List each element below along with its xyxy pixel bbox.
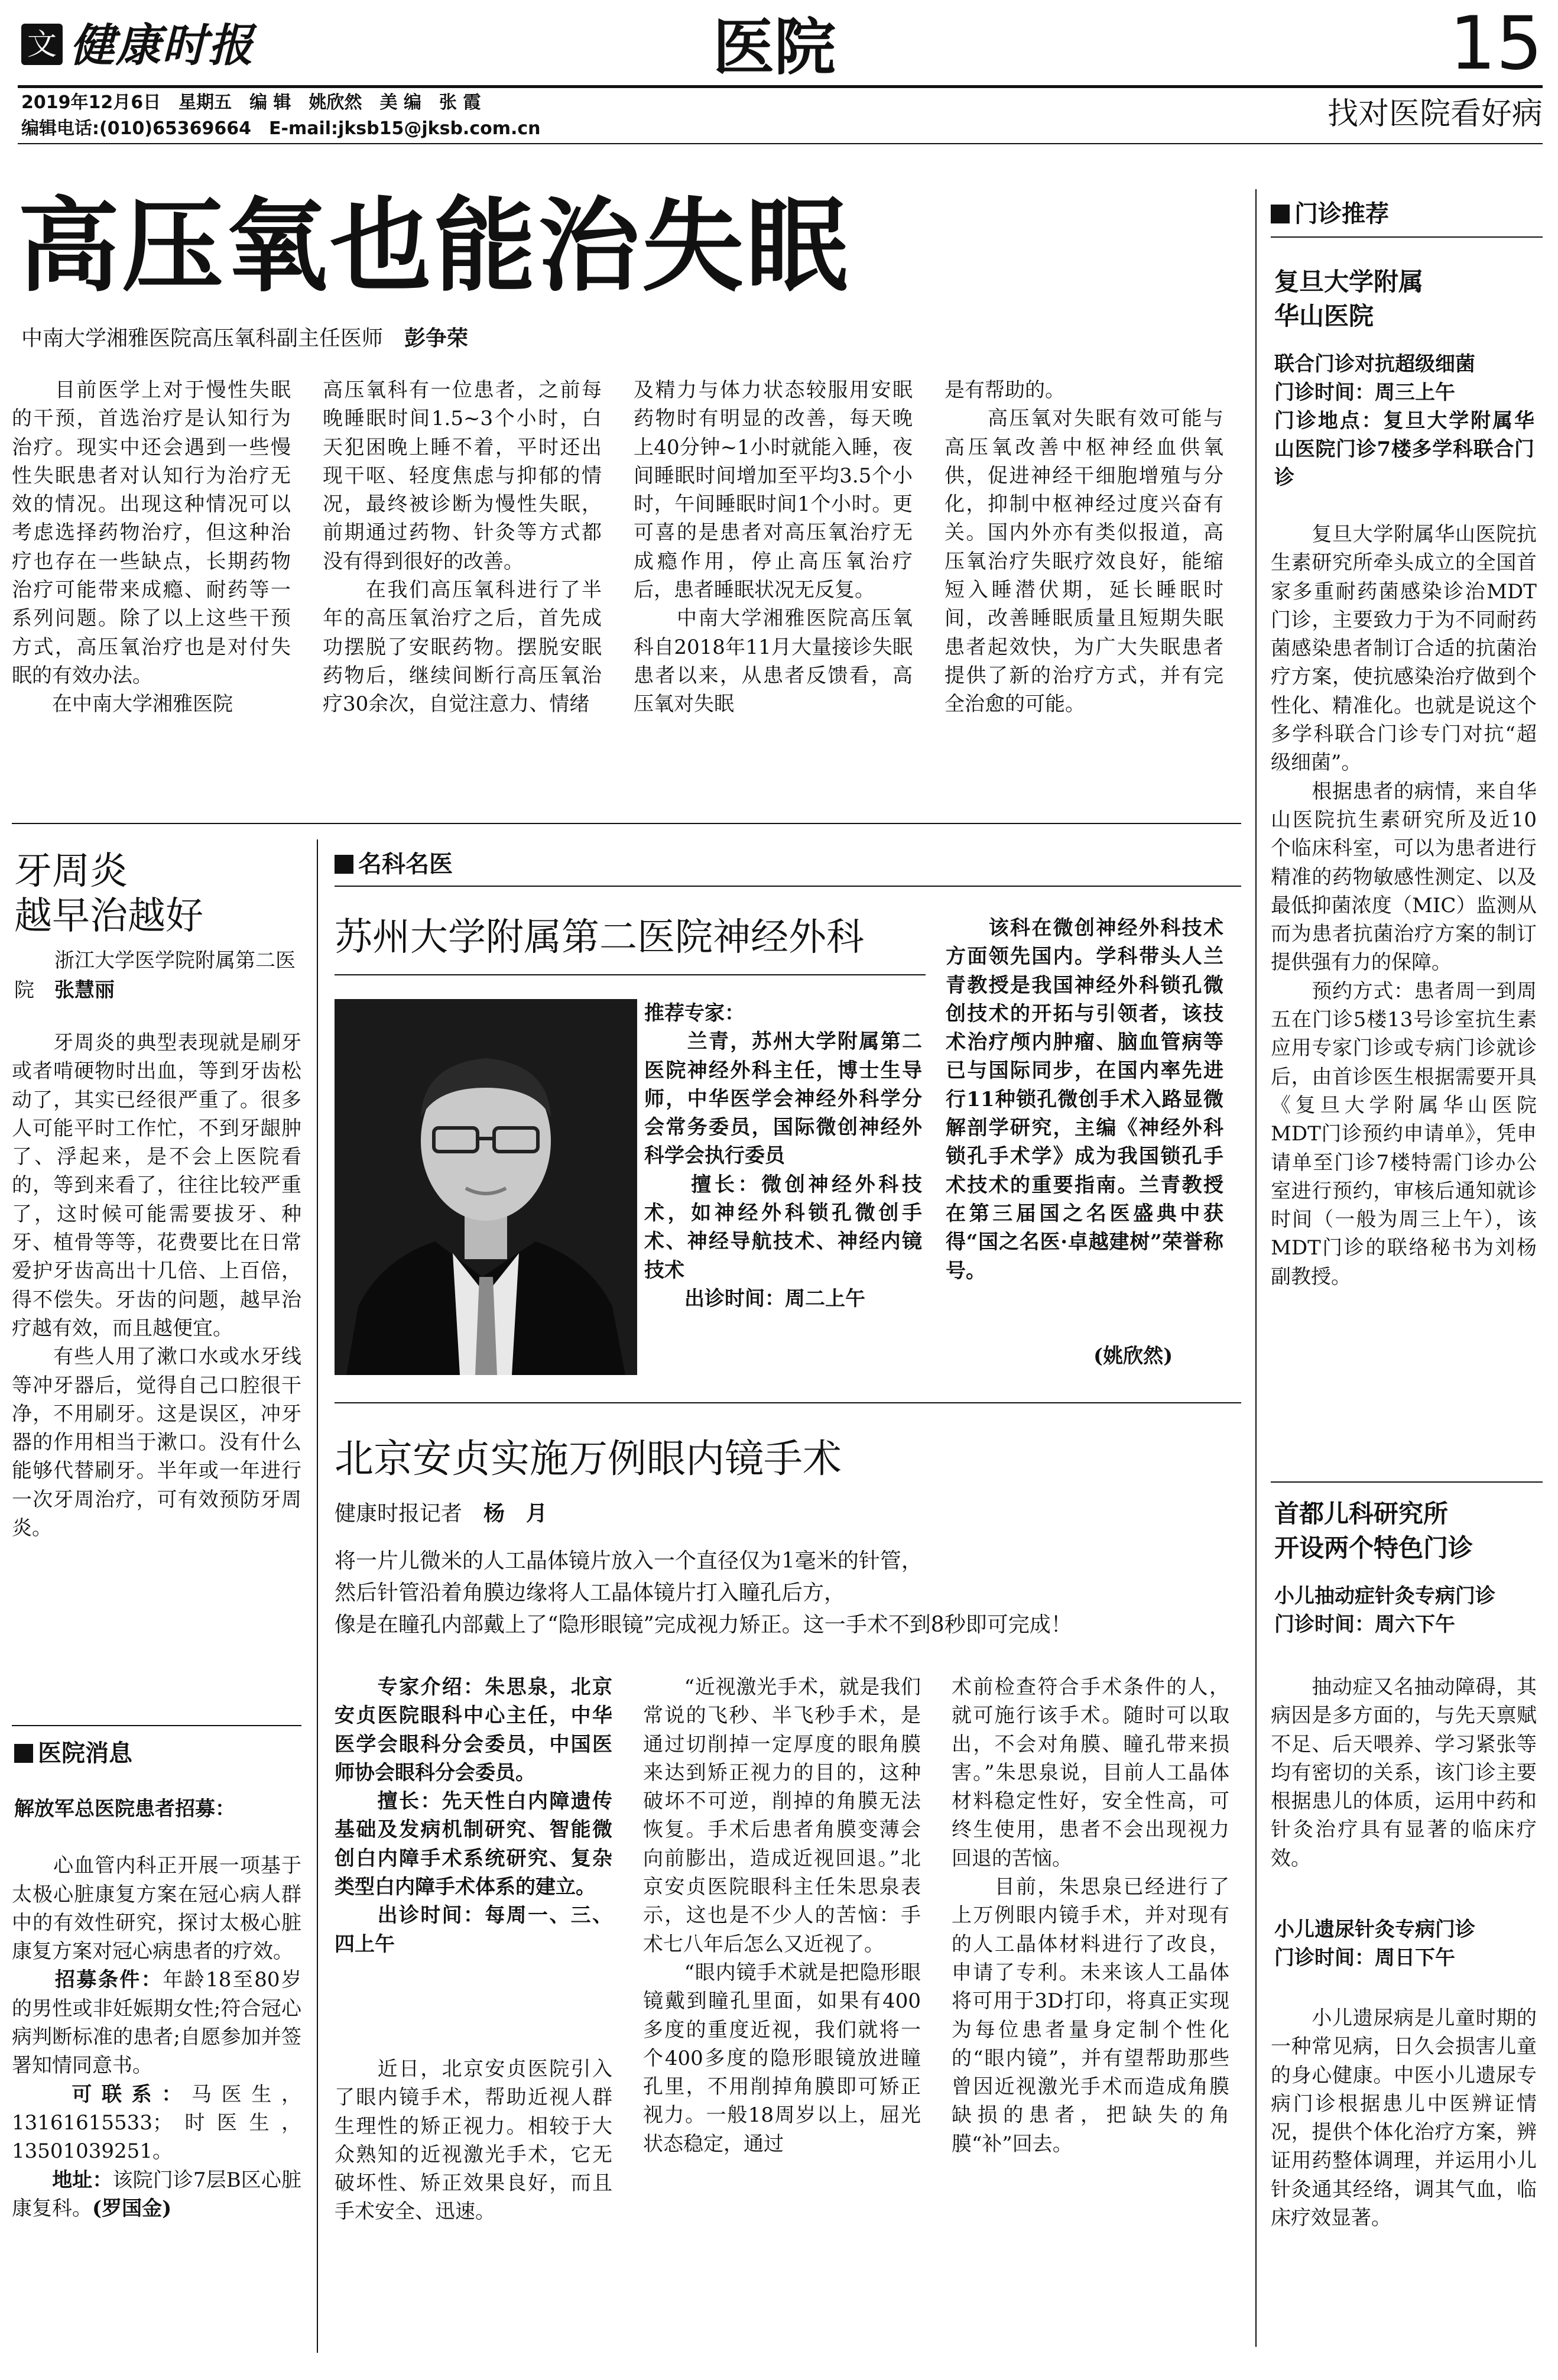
huashan-place: 门诊地点：复旦大学附属华山医院门诊7楼多学科联合门诊	[1274, 409, 1535, 489]
masthead-bottom-rule	[18, 143, 1543, 144]
famous-dept-text: 该科在微创神经外科技术方面领先国内。学科带头人兰青教授是我国神经外科锁孔微创技术的开拓与引领者，该技术治疗颅内肿瘤、脑血管病等已与国际同步，在国内率先进行11种锁孔微创手术入路显微解剖学研究，主编《神经外科锁孔手术学》成为我国锁孔手术技术的重要指南。兰青教授在第三届国之名医盛典中获得“国之名医·卓越建树”荣誉称号。	[946, 916, 1223, 1283]
perio-title-1: 牙周炎	[14, 849, 128, 893]
huashan-body: 复旦大学附属华山医院抗生素研究所牵头成立的全国首家多重耐药菌感染诊治MDT门诊，主要致力于为不同耐药菌感染患者制订合适的抗菌治疗方案，使抗感染治疗做到个性化、精准化。也就是说这个多学科联合门诊专门对抗“超级细菌”。 根据患者的病情，来自华山医院抗生素研究所及近10个临床科室，可以为患者进行精准的药物敏感性测定、以及最低抑菌浓度（MIC）监测从而为患者抗菌治疗方案的制订提供强有力的保障。 预约方式：患者周一到周五在门诊5楼13号诊室抗生素应用专家门诊或专病门诊就诊后，由首诊医生根据需要开具《复旦大学附属华山医院MDT门诊预约申请单》，凭申请单至门诊7楼特需门诊办公室进行预约，审核后通知就诊时间（一般为周三上午），该MDT门诊的联络秘书为刘杨副教授。	[1271, 523, 1537, 1289]
hospital-news-body: 心血管内科正开展一项基于太极心脏康复方案在冠心病人群中的有效性研究，探讨太极心脏康复方案对冠心病患者的疗效。 招募条件：年龄18至80岁的男性或非妊娠期女性;符合冠心病判断标准的患者;自愿参加并签署知情同意书。 可联系：马医生，13161615533；时医生，13501039251。 地址：该院门诊7层B区心脏康复科。(罗国金)	[12, 1854, 301, 2220]
huashan-title: 复旦大学附属 华山医院	[1274, 267, 1424, 330]
hospital-news-title: 解放军总医院患者招募：	[14, 1797, 235, 1821]
section-square-icon	[1271, 205, 1290, 223]
section-square-icon	[14, 1744, 33, 1763]
left-column-divider	[317, 839, 318, 2353]
news-top-rule	[12, 1725, 301, 1726]
enuresis-clinic-name: 小儿遗尿针灸专病门诊	[1274, 1918, 1475, 1941]
anzhen-col-2: “近视激光手术，就是我们常说的飞秒、半飞秒手术，是通过切削掉一定厚度的眼角膜来达到矫正视力的目的，这种破坏不可逆，削掉的角膜无法恢复。手术后患者角膜变薄会向前膨出，造成近视回退。”北京安贞医院眼科主任朱思泉表示，这也是不少人的苦恼：手术七八年后怎么又近视了。 “眼内镜手术就是把隐形眼镜戴到瞳孔里面，如果有400多度的重度近视，我们就将一个400多度的隐形眼镜放进瞳孔里，不用削掉角膜即可矫正视力。一般18周岁以上，屈光状态稳定，通过	[643, 1675, 921, 2156]
perio-title-2: 越早治越好	[14, 894, 203, 938]
date-line: 2019年12月6日 星期五 编 辑 姚欣然 美 编 张 霞	[21, 92, 481, 113]
enuresis-clinic-body: 小儿遗尿病是儿童时期的一种常见病，日久会损害儿童的身心健康。中医小儿遗尿专病门诊根据患儿中医辨证情况，提供个体化治疗方案，辨证用药整体调理，并运用小儿针灸通其经络，调其气血，临床疗效显著。	[1271, 2006, 1537, 2230]
lead-bottom-rule	[12, 823, 1241, 824]
anzhen-title: 北京安贞实施万例眼内镜手术	[335, 1436, 842, 1481]
tic-clinic-body: 抽动症又名抽动障碍，其病因是多方面的，与先天禀赋不足、后天喂养、学习紧张等均有密切的关系，该门诊主要根据患儿的体质，运用中药和针灸治疗具有显著的临床疗效。	[1271, 1675, 1537, 1870]
slogan: 找对医院看好病	[1327, 96, 1543, 132]
lead-author: 彭争荣	[404, 326, 469, 351]
phone-line: 编辑电话:(010)65369664 E-mail:jksb15@jksb.com.cn	[21, 118, 541, 139]
famous-expert-intro: 推荐专家： 兰青，苏州大学附属第二医院神经外科主任，博士生导师，中华医学会神经外科学分会常务委员，国际微创神经外科学会执行委员 擅长：微创神经外科技术，如神经外科锁孔微创手术、神经导航技术、神经内镜技术 出诊时间：周二上午	[644, 1001, 922, 1311]
lead-col-3: 及精力与体力状态较服用安眠药物时有明显的改善，每天晚上40分钟~1小时就能入睡，夜间睡眠时间增加至平均3.5个小时，午间睡眠时间1个小时。更可喜的是患者对高压氧治疗无成瘾作用，停止高压氧治疗后，患者睡眠状况无反复。 中南大学湘雅医院高压氧科自2018年11月大量接诊失眠患者以来，从患者反馈看，高压氧对失眠	[634, 378, 913, 716]
anzhen-expert-intro: 专家介绍：朱思泉，北京安贞医院眼科中心主任，中华医学会眼科分会委员，中国医师协会眼科分会委员。 擅长：先天性白内障遗传基础及发病机制研究、智能微创白内障手术系统研究、复杂类型白内障手术体系的建立。 出诊时间：每周一、三、四上午	[335, 1675, 612, 1956]
newspaper-logo: 健康时报	[70, 19, 254, 72]
section-title: 医院	[712, 11, 836, 83]
hospital-news-heading: 医院消息	[14, 1738, 132, 1769]
masthead-rule	[18, 85, 1543, 88]
anzhen-author: 杨 月	[483, 1502, 548, 1526]
famous-heading-rule	[335, 886, 1241, 887]
huashan-time: 门诊时间：周三上午	[1274, 381, 1455, 404]
perio-body: 牙周炎的典型表现就是刷牙或者啃硬物时出血，等到牙齿松动了，其实已经很严重了。很多人可能平时工作忙，不到牙龈肿了、浮起来，是不会上医院看的，等到来看了，往往比较严重了，这时候可能需要拔牙、种牙、植骨等等，花费要比在日常爱护牙齿高出十几倍、上百倍，得不偿失。牙齿的问题，越早治疗越有效，而且越便宜。 有些人用了漱口水或水牙线等冲牙器后，觉得自己口腔很干净，不用刷牙。这是误区，冲牙器的作用相当于漱口。没有什么能够代替刷牙。半年或一年进行一次牙周治疗，可有效预防牙周炎。	[12, 1031, 301, 1541]
lead-headline: 高压氧也能治失眠	[18, 186, 850, 306]
anzhen-lead: 将一片儿微米的人工晶体镜片放入一个直径仅为1毫米的针管， 然后针管沿着角膜边缘将人工晶体镜片打入瞳孔后方， 像是在瞳孔内部戴上了“隐形眼镜”完成视力矫正。这一手术不到8秒即可完成！	[335, 1549, 1072, 1637]
shoudu-title: 首都儿科研究所 开设两个特色门诊	[1274, 1499, 1473, 1562]
perio-byline: 浙江大学医学院附属第二医院 张慧丽	[14, 949, 296, 1002]
famous-reporter: (姚欣然)	[1093, 1344, 1173, 1368]
right-mid-rule	[1271, 1481, 1543, 1483]
lead-col-2: 高压氧科有一位患者，之前每晚睡眠时间1.5~3个小时，白天犯困晚上睡不着，平时还出现干呕、轻度焦虑与抑郁的情况，最终被诊断为慢性失眠，前期通过药物、针灸等方式都没有得到很好的改善。 在我们高压氧科进行了半年的高压氧治疗之后，首先成功摆脱了安眠药物。摆脱安眠药物后，继续间断行高压氧治疗30余次，自觉注意力、情绪	[323, 378, 602, 716]
famous-title: 苏州大学附属第二医院神经外科	[335, 916, 864, 959]
perio-author: 张慧丽	[54, 978, 115, 1002]
huashan-clinic-name: 联合门诊对抗超级细菌	[1274, 352, 1475, 376]
lead-byline: 中南大学湘雅医院高压氧科副主任医师 彭争荣	[21, 326, 469, 351]
anzhen-col-3: 术前检查符合手术条件的人，就可施行该手术。随时可以取出，不会对角膜、瞳孔带来损害。”朱思泉说，目前人工晶体材料稳定性好，安全性高，可终生使用，患者不会出现视力回退的苦恼。 目前，朱思泉已经进行了上万例眼内镜手术，并对现有的人工晶体材料进行了改良，申请了专利。未来该人工晶体将可用于3D打印，将真正实现为每位患者量身定制个性化的“眼内镜”，并有望帮助那些曾因近视激光手术而造成角膜缺损的患者，把缺失的角膜“补”回去。	[952, 1675, 1229, 2156]
section-square-icon	[335, 855, 353, 874]
clinic-heading-rule	[1271, 236, 1543, 238]
famous-bottom-rule	[335, 1402, 1241, 1403]
tic-clinic-name: 小儿抽动症针灸专病门诊	[1274, 1584, 1495, 1608]
logo-badge: 文	[21, 24, 63, 65]
famous-heading: 名科名医	[335, 849, 453, 880]
right-column-divider	[1255, 189, 1257, 2347]
anzhen-col-1: 近日，北京安贞医院引入了眼内镜手术，帮助近视人群生理性的矫正视力。相较于大众熟知的近视激光手术，它无破坏性、矫正效果良好，而且手术安全、迅速。	[335, 2057, 612, 2224]
clinic-recommend-heading: 门诊推荐	[1271, 199, 1389, 229]
expert-portrait-icon	[335, 999, 637, 1375]
lead-col-1: 目前医学上对于慢性失眠的干预，首选治疗是认知行为治疗。现实中还会遇到一些慢性失眠患者对认知行为治疗无效的情况。出现这种情况可以考虑选择药物治疗，但这种治疗也存在一些缺点，长期药物治疗可能带来成瘾、耐药等一系列问题。除了以上这些干预方式，高压氧治疗也是对付失眠的有效办法。 在中南大学湘雅医院	[12, 378, 291, 716]
lead-col-4: 是有帮助的。 高压氧对失眠有效可能与高压氧改善中枢神经血供氧供，促进神经干细胞增殖与分化，抑制中枢神经过度兴奋有关。国内外亦有类似报道，高压氧治疗失眠疗效良好，能缩短入睡潜伏期，延长睡眠时间，改善睡眠质量且短期失眠患者起效快，为广大失眠患者提供了新的治疗方式，并有完全治愈的可能。	[944, 378, 1223, 716]
famous-title-rule	[335, 974, 926, 975]
enuresis-clinic-time: 门诊时间：周日下午	[1274, 1946, 1455, 1970]
expert-photo	[335, 999, 637, 1375]
anzhen-byline: 健康时报记者 杨 月	[335, 1502, 548, 1526]
page-number: 15	[1449, 1, 1543, 86]
tic-clinic-time: 门诊时间：周六下午	[1274, 1613, 1455, 1636]
